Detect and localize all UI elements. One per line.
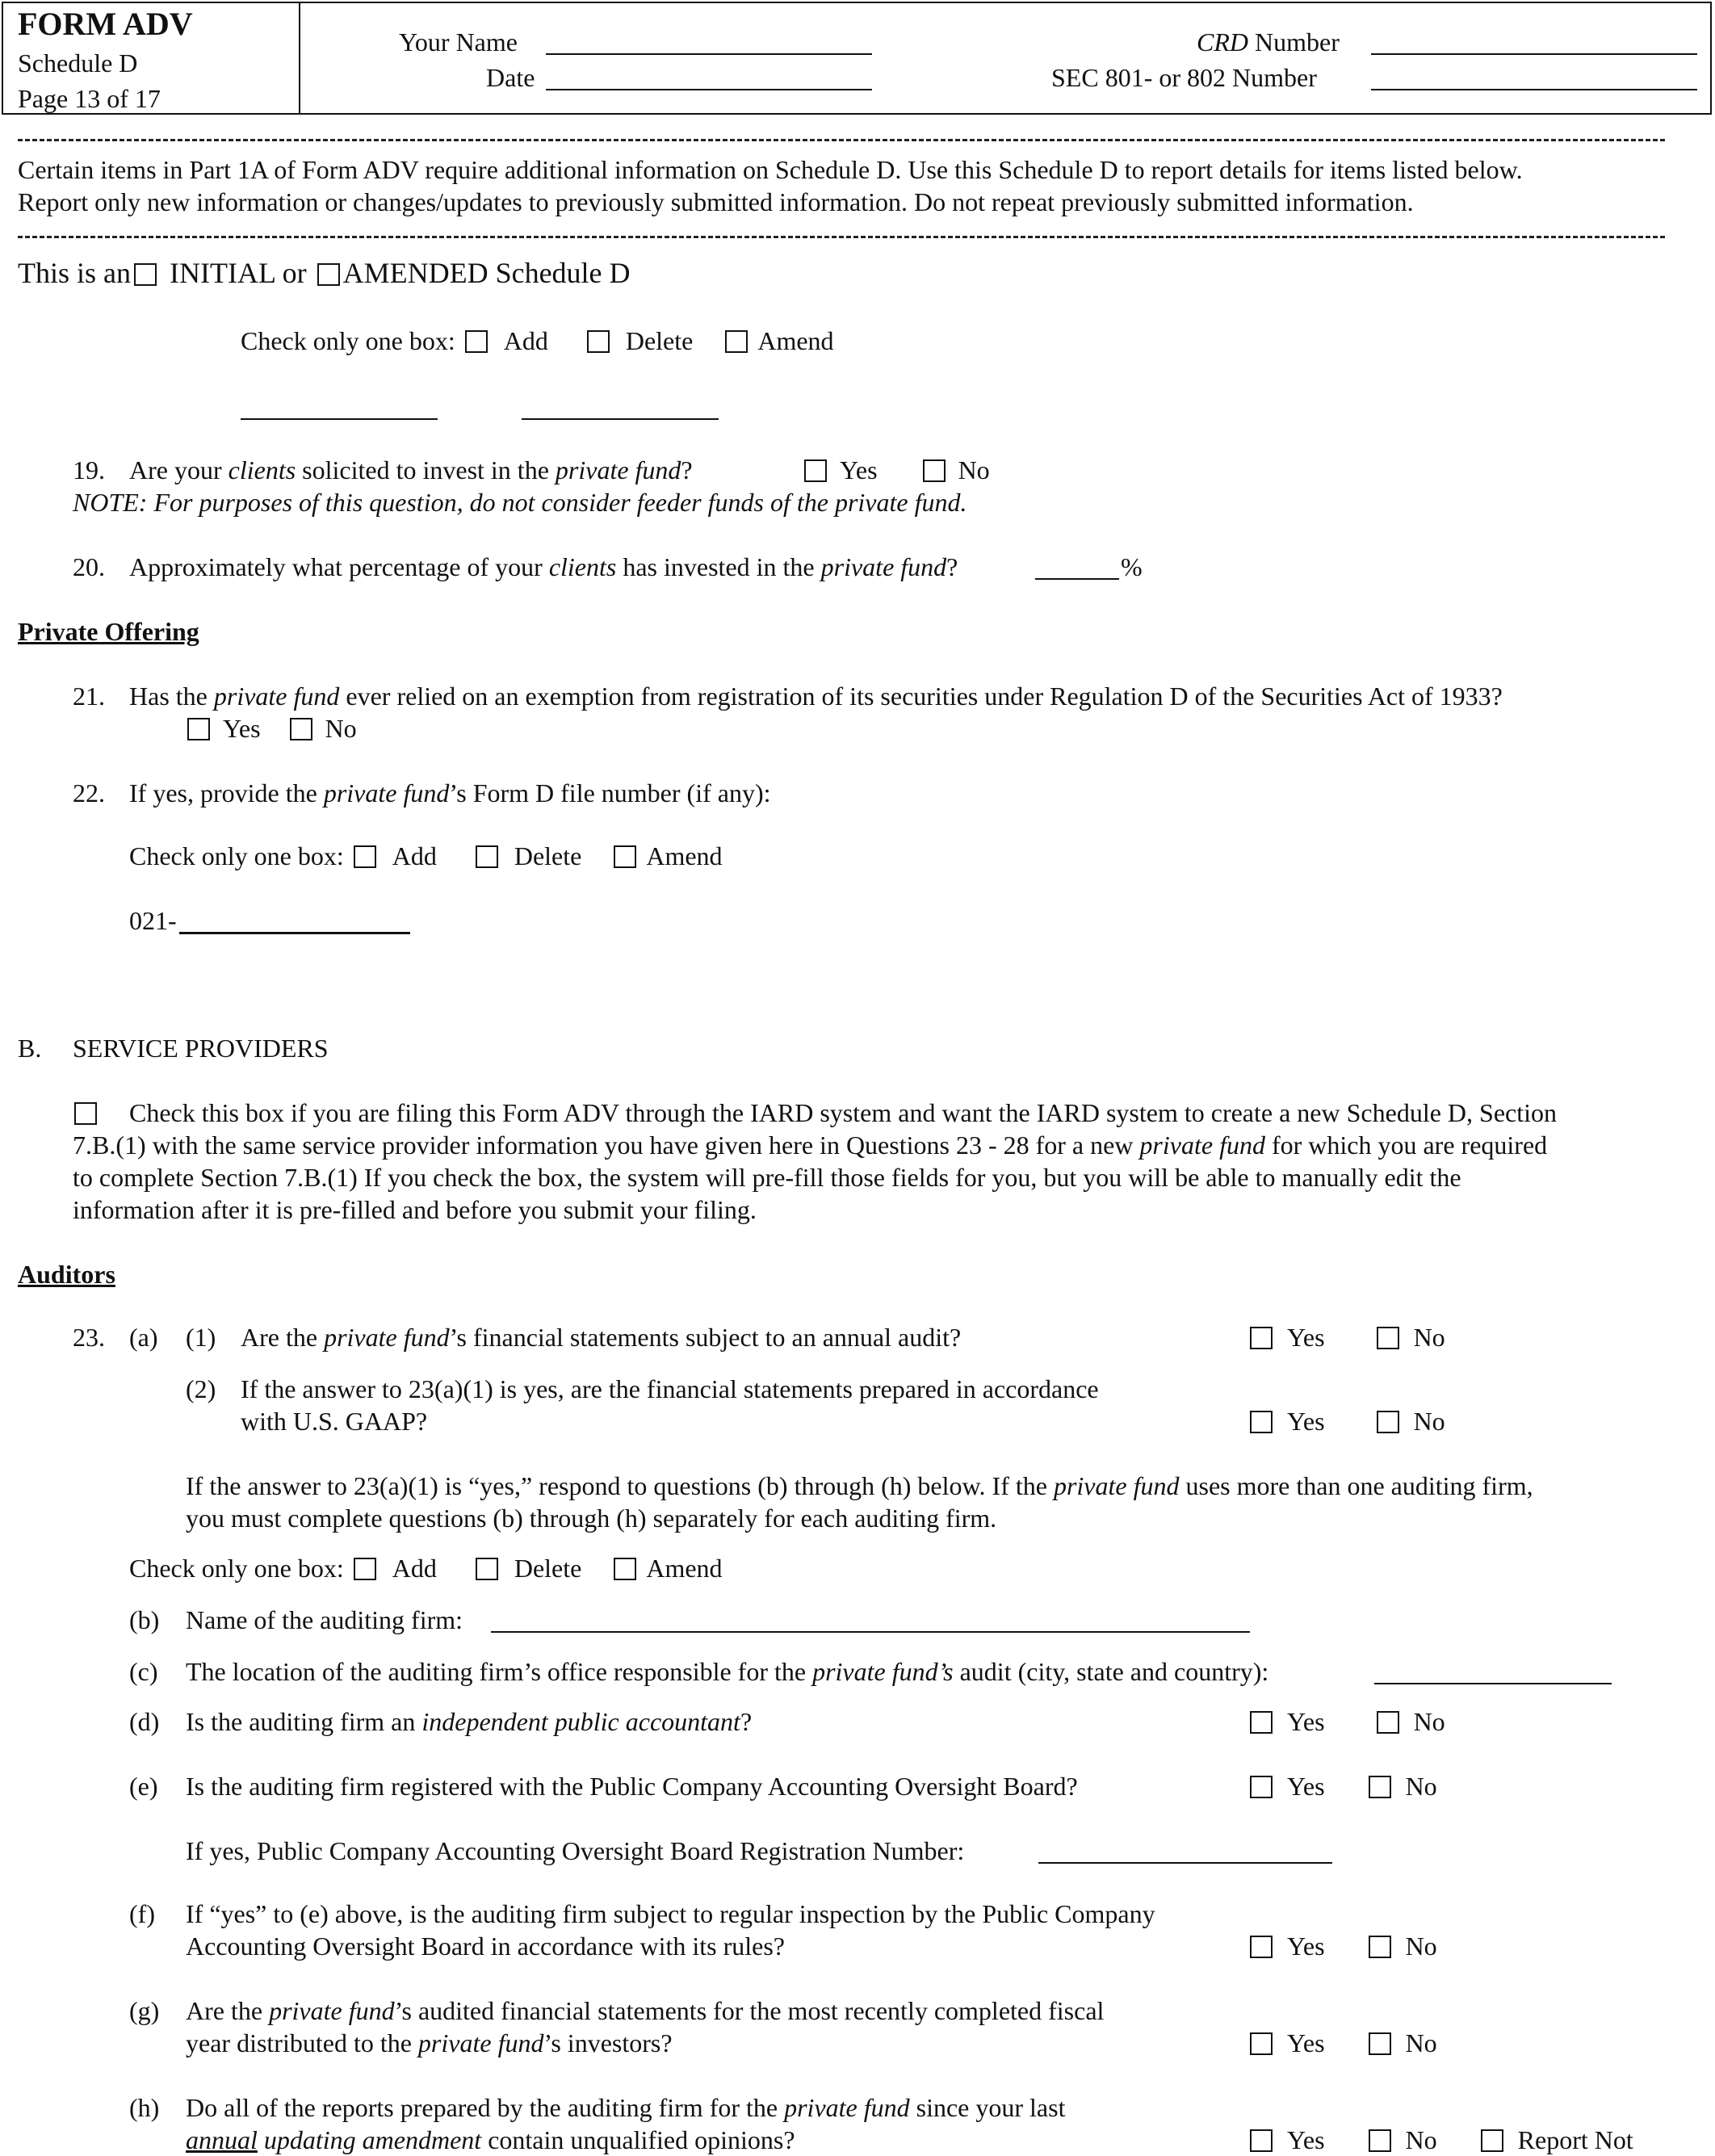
form-title: FORM ADV bbox=[18, 6, 193, 42]
q23f-line-2: Accounting Oversight Board in accordance with its rules? bbox=[186, 1932, 785, 1961]
q21-yes-label: Yes bbox=[223, 714, 261, 743]
q23g-line-2-a: year distributed to the bbox=[186, 2028, 418, 2057]
intro-line-2: Report only new information or changes/updates to previously submitted information. Do not repeat previously submitted information. bbox=[18, 187, 1414, 216]
auditing-firm-name-field[interactable] bbox=[491, 1631, 1250, 1633]
auditor-delete-checkbox[interactable] bbox=[476, 1558, 498, 1580]
q23d-text-b: independent public accountant bbox=[421, 1707, 740, 1736]
q22-amend-checkbox[interactable] bbox=[614, 845, 636, 868]
date-field[interactable] bbox=[546, 89, 872, 90]
delete-checkbox[interactable] bbox=[587, 330, 610, 353]
auditor-add-checkbox[interactable] bbox=[354, 1558, 376, 1580]
auditor-amend-checkbox[interactable] bbox=[614, 1558, 636, 1580]
q19-text-d: private fund bbox=[555, 455, 681, 484]
q21-yes-checkbox[interactable] bbox=[187, 718, 210, 740]
q20-number: 20. bbox=[73, 552, 105, 581]
private-offering-heading: Private Offering bbox=[18, 617, 199, 646]
q23d-no-checkbox[interactable] bbox=[1377, 1711, 1399, 1734]
auditor-add-label: Add bbox=[392, 1554, 437, 1583]
service-providers-title: SERVICE PROVIDERS bbox=[73, 1034, 329, 1063]
sec-number-field[interactable] bbox=[1371, 89, 1697, 90]
q23a2-line-2: with U.S. GAAP? bbox=[241, 1407, 428, 1436]
auditors-heading: Auditors bbox=[18, 1260, 115, 1289]
q20-text-b: clients bbox=[548, 552, 617, 581]
blank-field-1[interactable] bbox=[241, 418, 438, 420]
q21-text bbox=[129, 680, 1503, 712]
q19-text-b: clients bbox=[228, 455, 296, 484]
q23g-no-checkbox[interactable] bbox=[1369, 2032, 1391, 2055]
schedule-label: Schedule D bbox=[18, 48, 138, 78]
blank-field-2[interactable] bbox=[522, 418, 719, 420]
prefill-line-4: information after it is pre-filled and before you submit your filing. bbox=[73, 1195, 757, 1224]
q23g-line-1 bbox=[186, 1995, 1104, 2027]
q23g-line-2-b: private fund bbox=[417, 2028, 544, 2057]
q23h-line-1 bbox=[186, 2091, 1065, 2124]
q23f-label: (f) bbox=[129, 1899, 155, 1928]
q23a1-no-checkbox[interactable] bbox=[1377, 1327, 1399, 1349]
auditor-amend-label: Amend bbox=[646, 1554, 723, 1583]
q23-number: 23. bbox=[73, 1323, 105, 1352]
crd-number-label bbox=[1197, 26, 1340, 58]
q23h-line-2 bbox=[186, 2124, 795, 2156]
date-label: Date bbox=[486, 63, 535, 92]
q23f-yes-label: Yes bbox=[1287, 1932, 1325, 1961]
intro-line-1: Certain items in Part 1A of Form ADV require additional information on Schedule D. Use this Schedule D to report details for items listed below. bbox=[18, 155, 1523, 184]
q23h-line-2-b: updating amendment bbox=[257, 2125, 482, 2154]
q19-note: NOTE: For purposes of this question, do not consider feeder funds of the private fund. bbox=[73, 488, 967, 517]
q19-yes-label: Yes bbox=[840, 455, 878, 484]
prefill-line-2-a: 7.B.(1) with the same service provider information you have given here in Questions 23 - 28 for a new bbox=[73, 1130, 1140, 1160]
q21-answers bbox=[187, 712, 357, 745]
q23g-yes-label: Yes bbox=[1287, 2028, 1325, 2057]
q22-text bbox=[129, 777, 770, 809]
q23h-line-2-c: contain unqualified opinions? bbox=[481, 2125, 795, 2154]
q23h-line-2-a: annual bbox=[186, 2125, 258, 2154]
q23h-answers bbox=[1250, 2124, 1633, 2156]
q23g-line-1-a: Are the bbox=[186, 1996, 270, 2025]
q23a2-answers bbox=[1250, 1405, 1445, 1437]
q23g-line-1-c: ’s audited financial statements for the most recently completed fiscal bbox=[394, 1996, 1105, 2025]
prefill-checkbox[interactable] bbox=[74, 1102, 97, 1125]
form-d-prefix: 021- bbox=[129, 906, 177, 935]
q23-instruction-2: you must complete questions (b) through (h) separately for each auditing firm. bbox=[186, 1504, 997, 1533]
q22-amend-label: Amend bbox=[646, 841, 723, 870]
page-number: Page 13 of 17 bbox=[18, 84, 161, 113]
q23a-label: (a) bbox=[129, 1323, 158, 1352]
q23h-yes-checkbox[interactable] bbox=[1250, 2129, 1273, 2152]
q23g-line-1-b: private fund bbox=[269, 1996, 395, 2025]
q23a2-no-label: No bbox=[1413, 1407, 1445, 1436]
q23a2-no-checkbox[interactable] bbox=[1377, 1411, 1399, 1433]
q23h-line-1-c: since your last bbox=[909, 2093, 1066, 2122]
q23f-no-label: No bbox=[1405, 1932, 1437, 1961]
q23-instruction-1-c: uses more than one auditing firm, bbox=[1179, 1471, 1533, 1500]
q23b-text: Name of the auditing firm: bbox=[186, 1605, 463, 1634]
q22-delete-checkbox[interactable] bbox=[476, 845, 498, 868]
q22-text-c: ’s Form D file number (if any): bbox=[449, 778, 771, 807]
prefill-line-1: Check this box if you are filing this Form ADV through the IARD system and want the IARD system to create a new Schedule D, Section bbox=[129, 1098, 1557, 1127]
prefill-line-2-c: for which you are required bbox=[1264, 1130, 1548, 1160]
auditor-delete-label: Delete bbox=[514, 1554, 582, 1583]
q23h-label: (h) bbox=[129, 2093, 160, 2122]
q23a1-text-b: private fund bbox=[324, 1323, 450, 1352]
check-one-label: Check only one box: bbox=[129, 1554, 344, 1583]
delete-label: Delete bbox=[625, 326, 694, 355]
initial-checkbox[interactable] bbox=[134, 263, 157, 286]
q22-text-b: private fund bbox=[323, 778, 450, 807]
amend-label: Amend bbox=[757, 326, 834, 355]
q23d-yes-checkbox[interactable] bbox=[1250, 1711, 1273, 1734]
q20-text-c: has invested in the bbox=[616, 552, 821, 581]
q23a1-answers bbox=[1250, 1321, 1445, 1353]
q19-text bbox=[129, 454, 693, 486]
q23e-label: (e) bbox=[129, 1772, 158, 1801]
q23e-yes-label: Yes bbox=[1287, 1772, 1325, 1801]
q23a2-label: (2) bbox=[186, 1374, 216, 1403]
check-one-q22 bbox=[129, 840, 723, 872]
q23g-label: (g) bbox=[129, 1996, 160, 2025]
q23c-label: (c) bbox=[129, 1657, 158, 1686]
q20-percentage-field[interactable] bbox=[1035, 578, 1119, 580]
q23c-text-a: The location of the auditing firm’s office responsible for the bbox=[186, 1657, 813, 1686]
q19-yes-checkbox[interactable] bbox=[804, 459, 827, 482]
pcaob-registration-field[interactable] bbox=[1038, 1862, 1332, 1864]
q20-text-a: Approximately what percentage of your bbox=[129, 552, 549, 581]
q23h-yes-label: Yes bbox=[1287, 2125, 1325, 2154]
q19-answers bbox=[804, 454, 990, 486]
q23g-yes-checkbox[interactable] bbox=[1250, 2032, 1273, 2055]
q23f-answers bbox=[1250, 1930, 1437, 1962]
q23b-label: (b) bbox=[129, 1605, 160, 1634]
q19-text-a: Are your bbox=[129, 455, 229, 484]
q21-text-c: ever relied on an exemption from registration of its securities under Regulation D of the Securities Act of 1933? bbox=[339, 682, 1503, 711]
q23c-text bbox=[186, 1655, 1268, 1688]
q23a1-no-label: No bbox=[1413, 1323, 1445, 1352]
q23g-no-label: No bbox=[1405, 2028, 1437, 2057]
q20-percent-sign: % bbox=[1121, 552, 1143, 581]
q23c-text-b: private fund’s bbox=[812, 1657, 954, 1686]
q23c-text-c: audit (city, state and country): bbox=[953, 1657, 1269, 1686]
q23a1-text bbox=[241, 1321, 961, 1353]
q23d-yes-label: Yes bbox=[1287, 1707, 1325, 1736]
prefill-line-3: to complete Section 7.B.(1) If you check the box, the system will pre-fill those fields for you, but you will be able to manually edit the bbox=[73, 1163, 1461, 1192]
q23d-text-a: Is the auditing firm an bbox=[186, 1707, 422, 1736]
q20-text bbox=[129, 551, 958, 583]
check-one-top bbox=[241, 325, 834, 357]
q23f-no-checkbox[interactable] bbox=[1369, 1936, 1391, 1958]
q21-no-checkbox[interactable] bbox=[290, 718, 312, 740]
q23e-answers bbox=[1250, 1770, 1437, 1802]
q20-text-e: ? bbox=[946, 552, 958, 581]
dashed-divider-top bbox=[18, 139, 1665, 141]
q23e-no-checkbox[interactable] bbox=[1369, 1776, 1391, 1798]
q23h-no-label: No bbox=[1405, 2125, 1437, 2154]
q23e-no-label: No bbox=[1405, 1772, 1437, 1801]
q23h-report-not-checkbox[interactable] bbox=[1481, 2129, 1503, 2152]
header-divider bbox=[299, 2, 300, 115]
q23g-line-2-c: ’s investors? bbox=[543, 2028, 673, 2057]
section-b-letter: B. bbox=[18, 1034, 42, 1063]
q23h-line-1-a: Do all of the reports prepared by the auditing firm for the bbox=[186, 2093, 785, 2122]
q23g-answers bbox=[1250, 2027, 1437, 2059]
crd-label-rest: Number bbox=[1248, 27, 1340, 57]
add-label: Add bbox=[503, 326, 548, 355]
add-checkbox[interactable] bbox=[465, 330, 488, 353]
initial-label: INITIAL or bbox=[170, 257, 307, 289]
q23d-text-c: ? bbox=[740, 1707, 753, 1736]
your-name-label: Your Name bbox=[399, 27, 518, 57]
dashed-divider-bottom bbox=[18, 236, 1665, 238]
amend-checkbox[interactable] bbox=[725, 330, 748, 353]
amended-label: AMENDED Schedule D bbox=[342, 257, 631, 289]
q23f-line-1: If “yes” to (e) above, is the auditing firm subject to regular inspection by the Public Company bbox=[186, 1899, 1155, 1928]
crd-number-field[interactable] bbox=[1371, 53, 1697, 55]
q23a1-yes-checkbox[interactable] bbox=[1250, 1327, 1273, 1349]
q22-add-label: Add bbox=[392, 841, 437, 870]
form-header bbox=[2, 2, 1712, 115]
q22-text-a: If yes, provide the bbox=[129, 778, 324, 807]
q23e-text: Is the auditing firm registered with the Public Company Accounting Oversight Board? bbox=[186, 1772, 1078, 1801]
q19-text-e: ? bbox=[681, 455, 693, 484]
q23a2-yes-label: Yes bbox=[1287, 1407, 1325, 1436]
q23h-no-checkbox[interactable] bbox=[1369, 2129, 1391, 2152]
q23e-yes-checkbox[interactable] bbox=[1250, 1776, 1273, 1798]
q23d-text bbox=[186, 1705, 752, 1738]
q21-text-a: Has the bbox=[129, 682, 214, 711]
q23d-label: (d) bbox=[129, 1707, 160, 1736]
q23h-report-not-label: Report Not bbox=[1517, 2125, 1633, 2154]
q23g-line-2 bbox=[186, 2027, 673, 2059]
q21-no-label: No bbox=[325, 714, 357, 743]
q23f-yes-checkbox[interactable] bbox=[1250, 1936, 1273, 1958]
check-one-label: Check only one box: bbox=[241, 326, 455, 355]
sec-number-label: SEC 801- or 802 Number bbox=[1051, 63, 1317, 92]
q19-no-checkbox[interactable] bbox=[923, 459, 946, 482]
crd-label-italic: CRD bbox=[1197, 27, 1248, 57]
q22-delete-label: Delete bbox=[514, 841, 582, 870]
prefill-line-2 bbox=[73, 1129, 1547, 1161]
q23h-line-1-b: private fund bbox=[784, 2093, 910, 2122]
check-one-auditors bbox=[129, 1552, 723, 1584]
prefill-checkbox-row bbox=[74, 1097, 1557, 1129]
q23a2-line-1: If the answer to 23(a)(1) is yes, are the financial statements prepared in accordance bbox=[241, 1374, 1099, 1403]
form-d-file-number-field[interactable] bbox=[179, 932, 410, 934]
q21-text-b: private fund bbox=[213, 682, 340, 711]
your-name-field[interactable] bbox=[546, 53, 872, 55]
q23a1-text-a: Are the bbox=[241, 1323, 325, 1352]
q23d-no-label: No bbox=[1413, 1707, 1445, 1736]
q22-number: 22. bbox=[73, 778, 105, 807]
q23-instruction-1 bbox=[186, 1470, 1533, 1502]
q20-text-d: private fund bbox=[820, 552, 947, 581]
pcaob-registration-label: If yes, Public Company Accounting Oversight Board Registration Number: bbox=[186, 1836, 965, 1865]
q23d-answers bbox=[1250, 1705, 1445, 1738]
q19-no-label: No bbox=[958, 455, 990, 484]
q23-instruction-1-a: If the answer to 23(a)(1) is “yes,” respond to questions (b) through (h) below. If the bbox=[186, 1471, 1054, 1500]
q23a1-text-c: ’s financial statements subject to an annual audit? bbox=[449, 1323, 962, 1352]
q23a2-yes-checkbox[interactable] bbox=[1250, 1411, 1273, 1433]
schedule-type-prefix: This is an bbox=[18, 257, 131, 289]
check-one-label: Check only one box: bbox=[129, 841, 344, 870]
prefill-line-2-b: private fund bbox=[1139, 1130, 1265, 1160]
auditor-location-field[interactable] bbox=[1374, 1683, 1612, 1684]
q22-add-checkbox[interactable] bbox=[354, 845, 376, 868]
schedule-type-row bbox=[18, 255, 631, 291]
q23-instruction-1-b: private fund bbox=[1053, 1471, 1180, 1500]
q19-number: 19. bbox=[73, 455, 105, 484]
q23a1-label: (1) bbox=[186, 1323, 216, 1352]
q19-text-c: solicited to invest in the bbox=[296, 455, 556, 484]
q23a1-yes-label: Yes bbox=[1287, 1323, 1325, 1352]
q21-number: 21. bbox=[73, 682, 105, 711]
amended-checkbox[interactable] bbox=[317, 263, 340, 286]
